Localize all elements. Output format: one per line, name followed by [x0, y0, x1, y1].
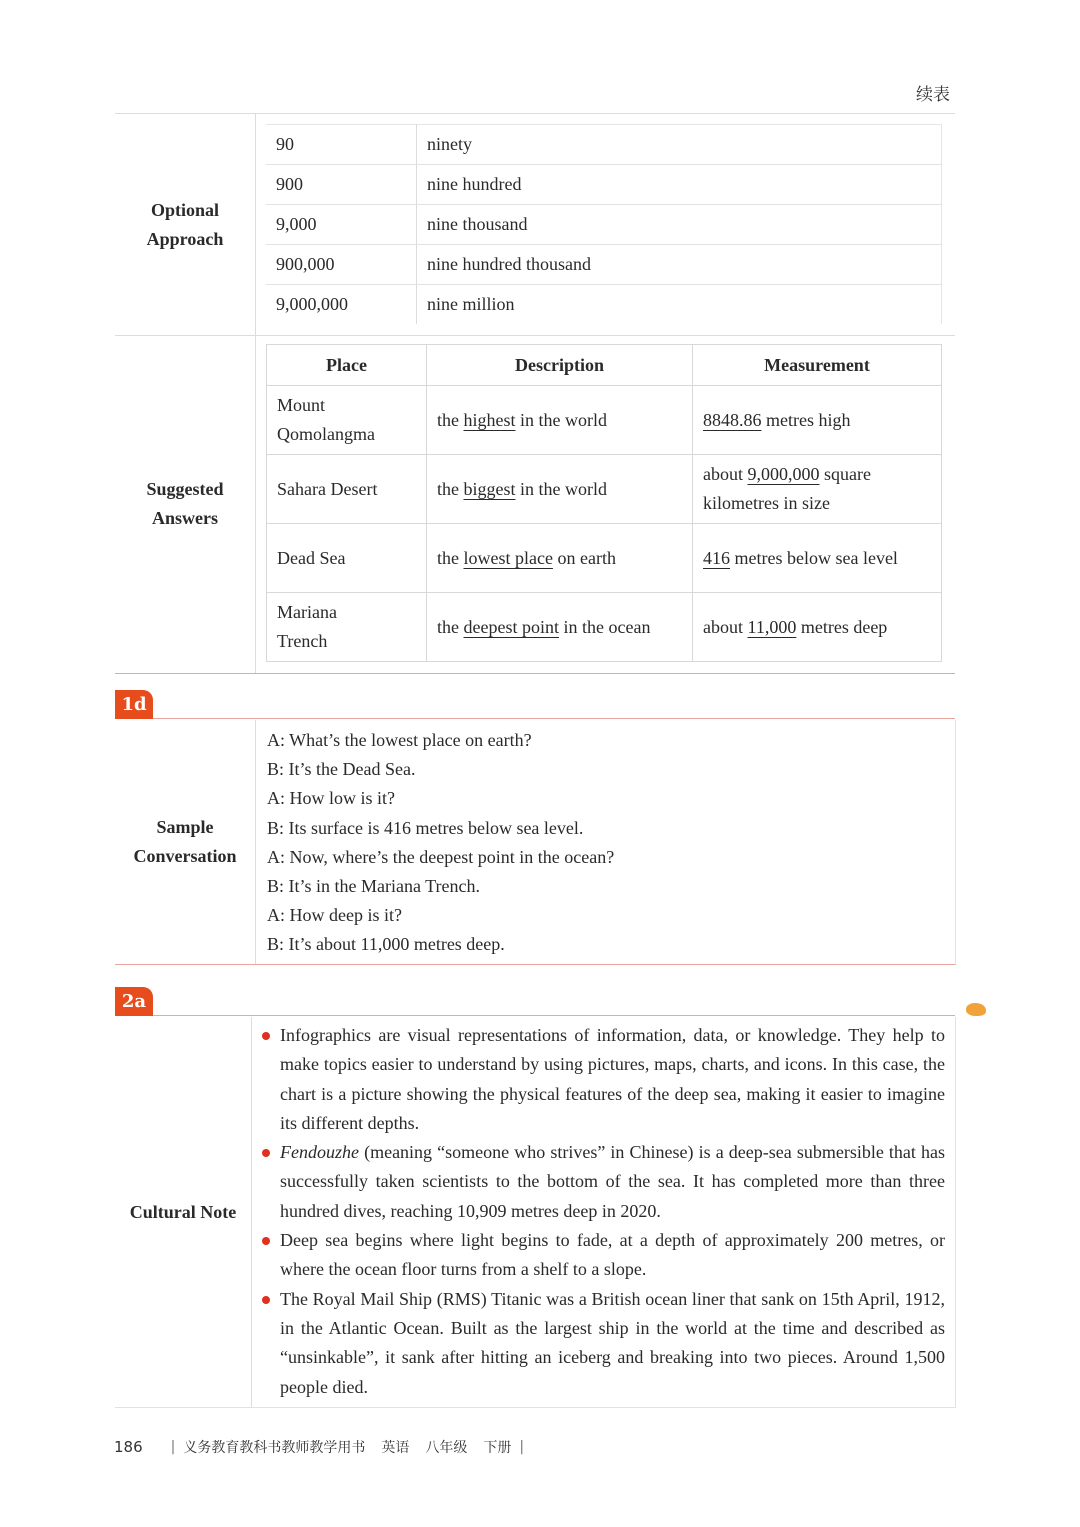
- table-row: [267, 524, 942, 593]
- conversation-line: A: How deep is it?: [267, 905, 402, 926]
- list-item: Deep sea begins where light begins to fade, at a depth of approximately 200 metres, or where the ocean floor turns from a shelf to a slope.: [260, 1226, 945, 1285]
- numbers-table: [266, 124, 942, 324]
- header-place: Place: [267, 345, 427, 386]
- conversation-line: B: It’s the Dead Sea.: [267, 759, 416, 780]
- section-tag-1d: 1d: [115, 690, 153, 719]
- optional-approach-section: [115, 113, 955, 336]
- suggested-answers-section: [115, 334, 955, 674]
- bullet-icon: [262, 1149, 270, 1157]
- table-row: [267, 455, 942, 524]
- measurement-cell: 416 metres below sea level: [693, 524, 942, 593]
- decorative-leaf-icon: [966, 1003, 986, 1016]
- section-divider: [153, 1015, 955, 1016]
- table-header-row: [267, 345, 942, 386]
- section-divider: [153, 718, 955, 719]
- list-item: Fendouzhe (meaning “someone who strives” in Chinese) is a deep-sea submersible that has successfully taken scientists to the bottom of the sea. It has completed more than three hundred dives, reaching 10,909 metres deep in 2020.: [260, 1138, 945, 1226]
- book-title: 义务教育教科书教师教学用书: [183, 1440, 366, 1456]
- table-row: [267, 386, 942, 455]
- measurement-cell: 8848.86 metres high: [693, 386, 942, 455]
- table-row: 9,000 nine thousand: [266, 205, 942, 245]
- sample-conversation-label: Sample Conversation: [115, 720, 256, 964]
- sample-conversation-section: [115, 720, 956, 965]
- table-row: [267, 593, 942, 662]
- list-item: Infographics are visual representations of information, data, or knowledge. They help to make topics easier to understand by using pictures, maps, charts, and icons. In this case, the chart is a picture showing the physical features of the deep sea, making it easier to imagine its different depths.: [260, 1021, 945, 1138]
- table-row: 90 ninety: [266, 125, 942, 165]
- cultural-note-section: [115, 1017, 956, 1408]
- bullet-icon: [262, 1296, 270, 1304]
- description-cell: the highest in the world: [427, 386, 693, 455]
- page-footer: [114, 1437, 532, 1457]
- header-description: Description: [427, 345, 693, 386]
- bullet-icon: [262, 1237, 270, 1245]
- volume: 下册: [483, 1440, 512, 1456]
- section-tag-2a: 2a: [115, 987, 153, 1016]
- conversation-line: A: What’s the lowest place on earth?: [267, 730, 532, 750]
- footer-separator: |: [170, 1439, 176, 1455]
- cultural-note-label: Cultural Note: [115, 1017, 252, 1407]
- page-number: 186: [114, 1438, 143, 1456]
- place-cell: Mariana Trench: [267, 593, 427, 662]
- description-cell: the biggest in the world: [427, 455, 693, 524]
- measurement-cell: about 11,000 metres deep: [693, 593, 942, 662]
- conversation-line: A: How low is it?: [267, 788, 395, 809]
- subject: 英语: [381, 1440, 410, 1456]
- conversation-line: A: Now, where’s the deepest point in the ocean?: [267, 846, 615, 867]
- list-item: The Royal Mail Ship (RMS) Titanic was a British ocean liner that sank on 15th April, 1912, in the Atlantic Ocean. Built as the largest ship in the world at the time and described as “unsinkable”, it sank after hitting an iceberg and breaking into two pieces. Around 1,500 people died.: [260, 1285, 945, 1402]
- place-cell: Sahara Desert: [267, 455, 427, 524]
- description-cell: the deepest point in the ocean: [427, 593, 693, 662]
- table-row: 900 nine hundred: [266, 165, 942, 205]
- header-measurement: Measurement: [693, 345, 942, 386]
- place-cell: Mount Qomolangma: [267, 386, 427, 455]
- conversation-line: B: It’s in the Mariana Trench.: [267, 876, 480, 897]
- conversation-line: B: It’s about 11,000 metres deep.: [267, 934, 505, 955]
- table-row: 9,000,000 nine million: [266, 285, 942, 325]
- grade: 八年级: [425, 1440, 468, 1456]
- bullet-icon: [262, 1032, 270, 1040]
- suggested-answers-label: Suggested Answers: [115, 334, 256, 673]
- table-row: 900,000 nine hundred thousand: [266, 245, 942, 285]
- conversation-line: B: Its surface is 416 metres below sea level.: [267, 817, 584, 838]
- cultural-notes-list: [260, 1021, 945, 1402]
- description-cell: the lowest place on earth: [427, 524, 693, 593]
- measurement-cell: about 9,000,000 square kilometres in size: [693, 455, 942, 524]
- conversation-text: [267, 726, 614, 960]
- continued-label: 续表: [916, 85, 950, 105]
- footer-separator: |: [519, 1439, 525, 1455]
- optional-approach-label: Optional Approach: [115, 114, 256, 335]
- place-cell: Dead Sea: [267, 524, 427, 593]
- answers-table: [266, 344, 942, 662]
